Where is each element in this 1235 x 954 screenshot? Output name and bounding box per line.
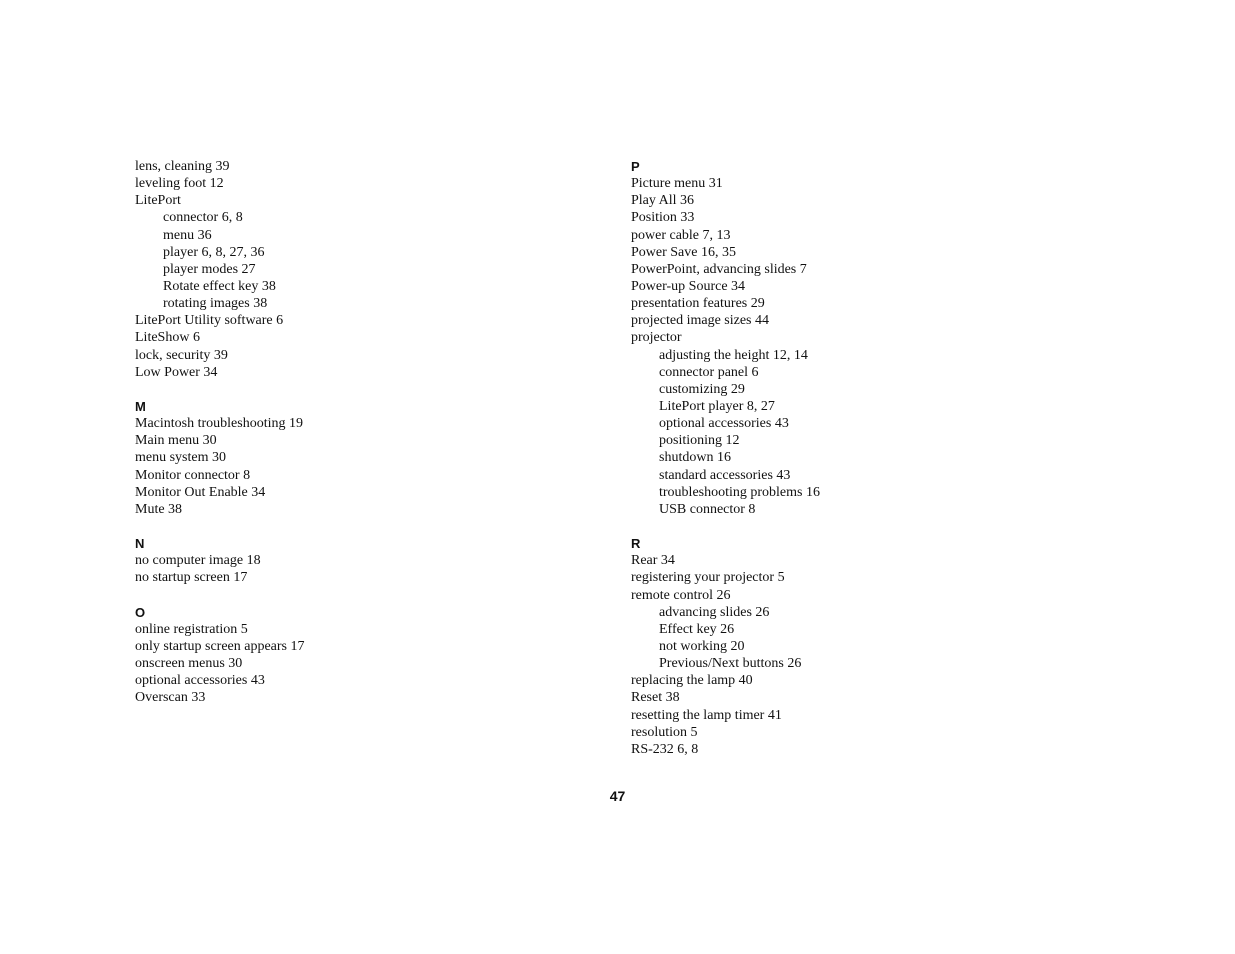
index-entry: presentation features 29 xyxy=(631,296,765,312)
index-entry: Power Save 16, 35 xyxy=(631,244,736,260)
index-subentry: customizing 29 xyxy=(659,381,745,397)
index-entry: Picture menu 31 xyxy=(631,176,723,192)
index-entry: lock, security 39 xyxy=(135,347,228,363)
index-entry: Mute 38 xyxy=(135,501,183,517)
index-entry: resetting the lamp timer 41 xyxy=(631,707,782,723)
index-entry: Rear 34 xyxy=(631,553,675,569)
index-entry: no computer image 18 xyxy=(135,553,261,569)
index-subentry: connector panel 6 xyxy=(659,364,759,380)
section-spacer xyxy=(135,381,555,398)
index-subentry: rotating images 38 xyxy=(163,296,268,312)
index-entry: no startup screen 17 xyxy=(135,570,248,586)
index-subentry: troubleshooting problems 16 xyxy=(659,484,820,500)
index-entry: LiteShow 6 xyxy=(135,330,200,346)
index-entry: resolution 5 xyxy=(631,724,698,740)
index-entry: Play All 36 xyxy=(631,193,695,209)
index-subentry: shutdown 16 xyxy=(659,450,731,466)
page-number: 47 xyxy=(609,788,626,804)
index-entry: lens, cleaning 39 xyxy=(135,159,230,174)
index-entry: Position 33 xyxy=(631,210,695,226)
index-subentry: player modes 27 xyxy=(163,261,256,277)
index-entry: replacing the lamp 40 xyxy=(631,673,753,689)
index-subentry: not working 20 xyxy=(659,638,745,654)
index-entry: only startup screen appears 17 xyxy=(135,638,305,654)
index-entry: leveling foot 12 xyxy=(135,176,224,192)
index-section-letter: O xyxy=(135,604,146,620)
index-subentry: connector 6, 8 xyxy=(163,210,243,226)
index-entry: Macintosh troubleshooting 19 xyxy=(135,416,303,432)
index-entry: Low Power 34 xyxy=(135,364,218,380)
index-section-letter: M xyxy=(135,398,146,414)
index-entry: projected image sizes 44 xyxy=(631,313,770,329)
index-subentry: positioning 12 xyxy=(659,433,740,449)
index-subentry: Previous/Next buttons 26 xyxy=(659,656,802,672)
index-subentry: Rotate effect key 38 xyxy=(163,278,276,294)
index-section-letter: N xyxy=(135,536,145,552)
index-entry: power cable 7, 13 xyxy=(631,227,731,243)
index-entry: projector xyxy=(631,330,682,346)
index-subentry: Effect key 26 xyxy=(659,621,735,637)
index-subentry: USB connector 8 xyxy=(659,501,756,517)
index-subentry: LitePort player 8, 27 xyxy=(659,398,775,414)
section-spacer xyxy=(135,587,555,604)
index-entry: registering your projector 5 xyxy=(631,570,785,586)
index-entry: onscreen menus 30 xyxy=(135,656,243,672)
index-subentry: adjusting the height 12, 14 xyxy=(659,347,808,363)
index-subentry: menu 36 xyxy=(163,227,212,243)
index-entry: remote control 26 xyxy=(631,587,731,603)
index-entry: online registration 5 xyxy=(135,621,248,637)
index-entry: LitePort xyxy=(135,193,181,209)
index-entry: optional accessories 43 xyxy=(135,673,265,689)
section-spacer xyxy=(631,518,1051,535)
index-entry: Monitor connector 8 xyxy=(135,467,251,483)
index-entry: Power-up Source 34 xyxy=(631,278,746,294)
index-subentry: advancing slides 26 xyxy=(659,604,770,620)
index-subentry: optional accessories 43 xyxy=(659,416,789,432)
index-entry: LitePort Utility software 6 xyxy=(135,313,284,329)
index-subentry: player 6, 8, 27, 36 xyxy=(163,244,265,260)
index-entry: Reset 38 xyxy=(631,690,680,706)
index-entry: Overscan 33 xyxy=(135,690,206,706)
index-entry: PowerPoint, advancing slides 7 xyxy=(631,261,807,277)
index-section-letter: P xyxy=(631,159,640,174)
index-entry: Monitor Out Enable 34 xyxy=(135,484,266,500)
index-section-letter: R xyxy=(631,536,641,552)
section-spacer xyxy=(135,518,555,535)
index-column-left xyxy=(135,158,555,707)
index-column-right xyxy=(631,158,1051,758)
index-entry: menu system 30 xyxy=(135,450,226,466)
index-entry: Main menu 30 xyxy=(135,433,217,449)
index-entry: RS-232 6, 8 xyxy=(631,741,699,757)
index-subentry: standard accessories 43 xyxy=(659,467,791,483)
